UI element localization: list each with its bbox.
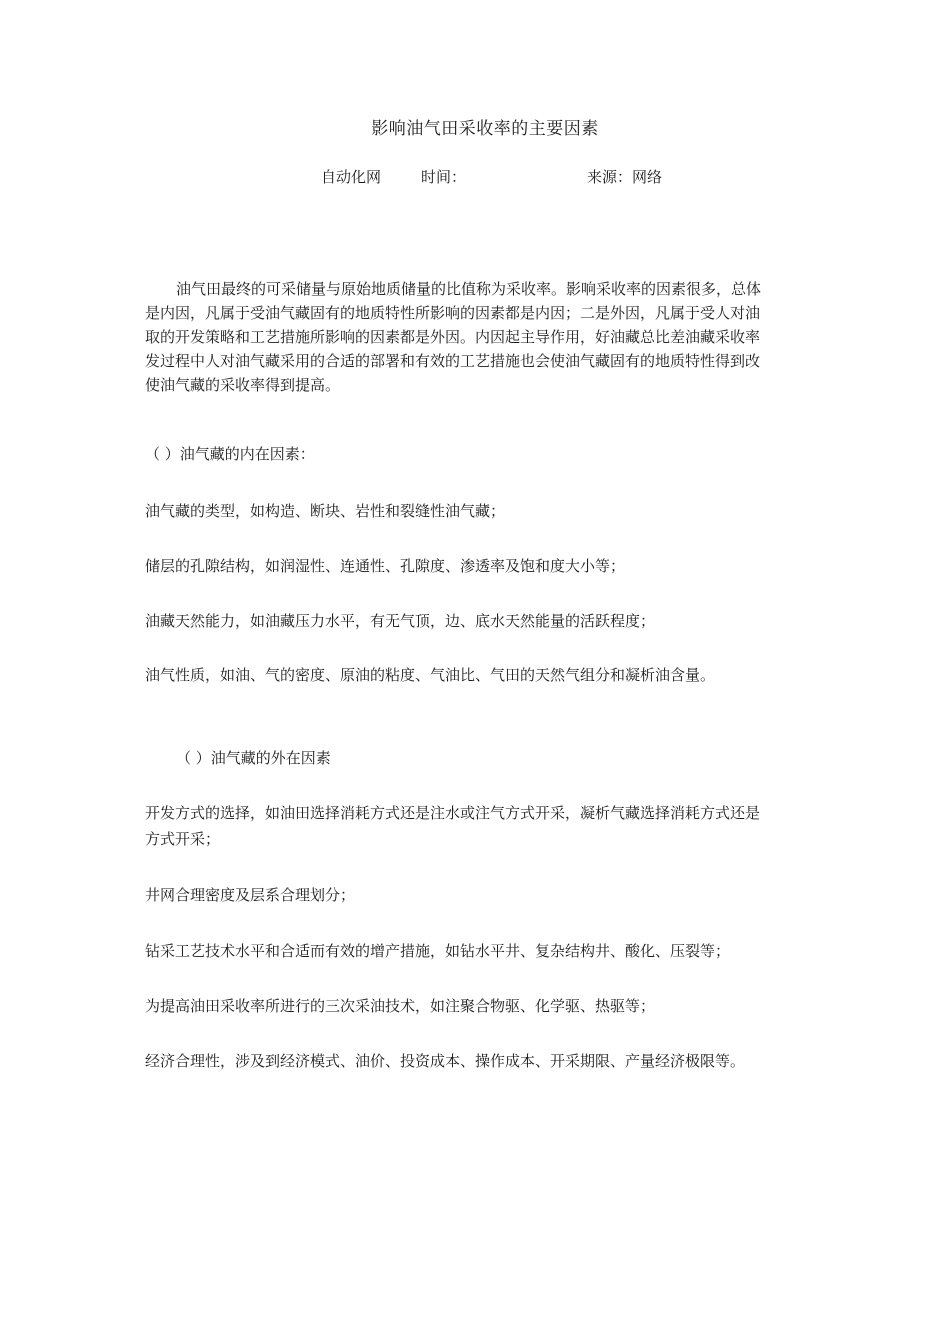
section-heading-external: （ ）油气藏的外在因素 bbox=[176, 749, 331, 767]
list-item-continuation: 方式开采； bbox=[145, 830, 221, 848]
list-item: 油气性质，如油、气的密度、原油的粘度、气油比、气田的天然气组分和凝析油含量。 bbox=[145, 666, 716, 684]
intro-paragraph bbox=[145, 277, 845, 397]
intro-line: 发过程中人对油气藏采用的合适的部署和有效的工艺措施也会使油气藏固有的地质特性得到改 bbox=[145, 352, 761, 370]
list-item: 储层的孔隙结构，如润湿性、连通性、孔隙度、渗透率及饱和度大小等； bbox=[145, 557, 626, 575]
list-item: 钻采工艺技术水平和合适而有效的增产措施，如钻水平井、复杂结构井、酸化、压裂等； bbox=[145, 942, 731, 960]
list-item: 井网合理密度及层系合理划分； bbox=[145, 886, 356, 904]
document-title: 影响油气田采收率的主要因素 bbox=[371, 119, 599, 139]
list-item: 经济合理性，涉及到经济模式、油价、投资成本、操作成本、开采期限、产量经济极限等。 bbox=[145, 1052, 746, 1070]
list-item: 油藏天然能力，如油藏压力水平，有无气顶，边、底水天然能量的活跃程度； bbox=[145, 612, 656, 630]
list-item: 为提高油田采收率所进行的三次采油技术，如注聚合物驱、化学驱、热驱等； bbox=[145, 997, 656, 1015]
meta-site: 自动化网 bbox=[321, 168, 382, 186]
intro-line: 油气田最终的可采储量与原始地质储量的比值称为采收率。影响采收率的因素很多，总体 bbox=[176, 280, 762, 298]
intro-line: 取的开发策略和工艺措施所影响的因素都是外因。内因起主导作用，好油藏总比差油藏采收率 bbox=[145, 328, 761, 346]
list-item: 开发方式的选择，如油田选择消耗方式还是注水或注气方式开采，凝析气藏选择消耗方式还是 bbox=[145, 804, 761, 822]
intro-line: 使油气藏的采收率得到提高。 bbox=[145, 376, 341, 394]
list-item: 油气藏的类型，如构造、断块、岩性和裂缝性油气藏； bbox=[145, 502, 506, 520]
section-heading-internal: （ ）油气藏的内在因素： bbox=[145, 445, 315, 463]
meta-time-label: 时间： bbox=[421, 168, 467, 186]
intro-line: 是内因，凡属于受油气藏固有的地质特性所影响的因素都是内因；二是外因，凡属于受人对油 bbox=[145, 304, 761, 322]
meta-source: 来源：网络 bbox=[587, 168, 663, 186]
